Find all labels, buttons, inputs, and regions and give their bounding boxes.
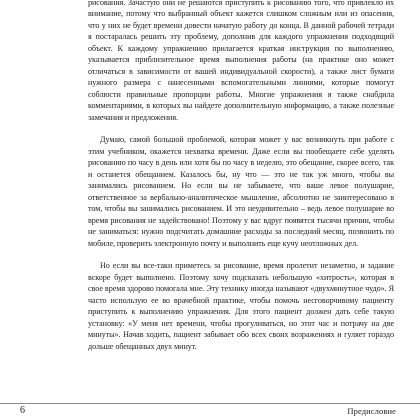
running-footer: Предисловие [347, 406, 396, 416]
paragraph-lack-of-time: Думаю, самой большой проблемой, которая может у вас возникнуть при работе с этим учебником, окажется нехватка времени. Даже если вы пообещаете себе уделять рисованию по часу в день или хотя бы по часу в неделю, это обещание, скорее всего, так и останется обещанием. Казалось бы, ну что — это не так уж много, чтобы вы занимались рисованием. Но если вы не забываете, что ваше левое полушарие, ответственное за вербально-аналитическое мышление, абсолютно не заинтересовано в том, чтобы вы занимались рисованием. И это неудивительно – ведь левое полушарие во время рисования не задействовано! Поэтому у вас вдруг появятся тысячи причин, чтобы не заниматься: нужно подсчитать домашние расходы за последний месяц, позвонить по мобиле, проверить электронную почту и выполнить еще кучу неотложных дел. [88, 135, 394, 248]
paragraph-spacer [88, 123, 394, 134]
body-text [88, 0, 394, 352]
paragraph-spacer [88, 249, 394, 260]
footer-rule [0, 403, 420, 404]
paragraph-two-minute-trick: Но если вы все-таки приметесь за рисование, время пролетит незаметно, и задание вскоре будет выполнено. Поэтому хочу подсказать небольшую «хитрость», которая в свое время здорово помогала мне. Эту технику иногда называют «двухминутное чудо». Я часто использую ее во врачебной практике, чтобы помочь несговорчивому пациенту приступить к выполнению упражнения. Для этого пациент должен дать себе такую установку: «У меня нет времени, чтобы прогуливаться, но этот час и потрачу на две минуты». Начав ходить, пациент забывает обо всех своих возражениях и гуляет гораздо дольше обещанных двух минут. [88, 261, 394, 351]
paragraph-drawing-workbook-intro: рисования. Зачастую они не решаются приступить к рисованию того, что привлекло их внимание, потому что выбранный объект кажется слишком сложным или из опасения, что у них не будет времени довести начатую работу до конца. В данной рабочей тетради я постаралась решить эту проблему, дополнив для каждого упражнения подходящий объект. К каждому упражнению прилагается краткая инструкция по выполнению, указывается приблизительное время выполнения работы (на практике оно может отличаться в зависимости от вашей индивидуальной скорости), а также лист бумаги нужного размера с нанесенными вспомогательными линиями, которые помогут соблюсти правильные пропорции работы. Многие упражнения я также снабдила комментариями, в которых вы найдете дополнительную информацию, а также полезные замечания и предложения. [88, 0, 394, 122]
page-number: 6 [20, 405, 25, 416]
